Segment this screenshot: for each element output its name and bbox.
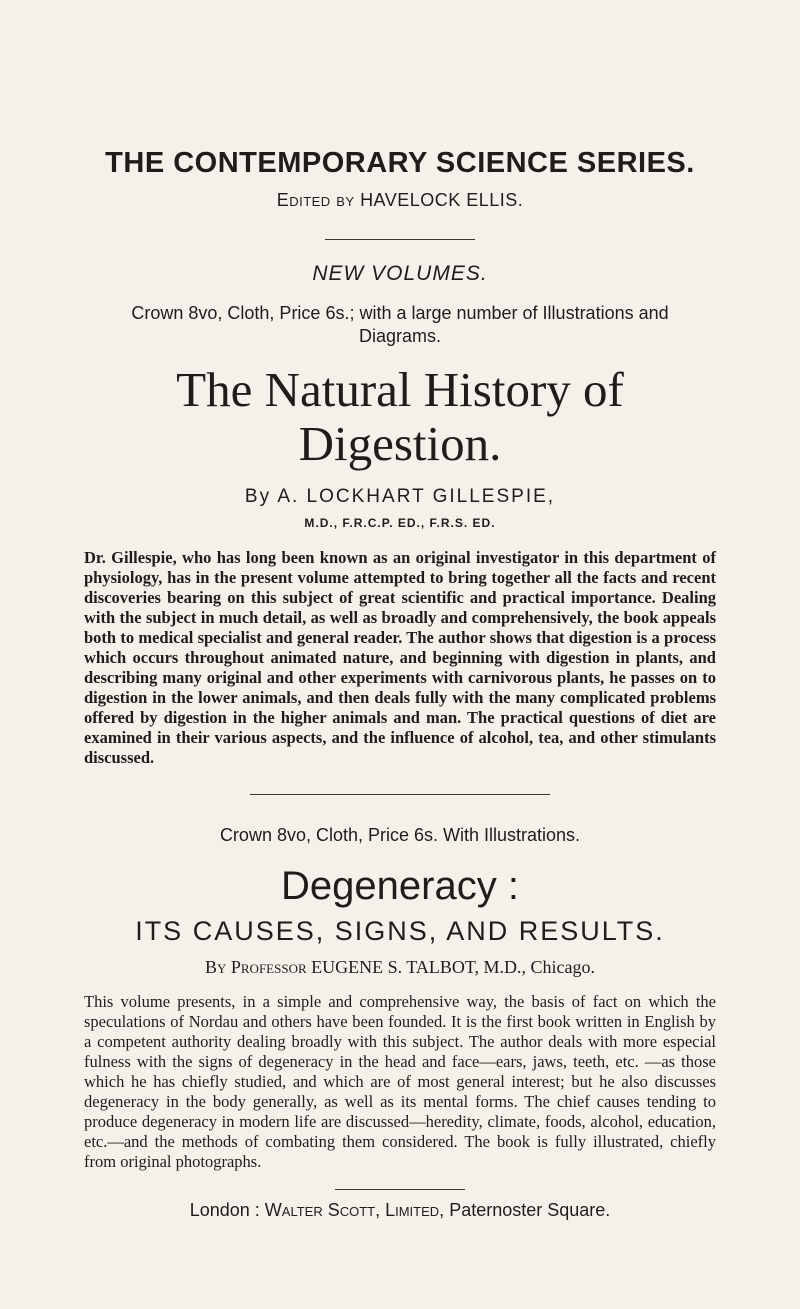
divider	[335, 1189, 465, 1190]
edited-by-prefix: Edited by	[276, 189, 355, 210]
series-editor: HAVELOCK ELLIS.	[360, 189, 524, 210]
book1-description: Dr. Gillespie, who has long been known as an original investigator in this department of physiology, has in the present volume attempted to bring together all the facts and recent discoveries bearing on this subject of great scientific and practical importance. Dealing with the subject in much detail, as well as broadly and comprehensively, the book appeals both to medical specialist and general reader. The author shows that digestion is a process which occurs throughout animated nature, and beginning with digestion in plants, and describing many original and other experiments with carnivorous plants, he passes on to digestion in the lower animals, and then deals fully with the many complicated problems offered by digestion in the higher animals and man. The practical questions of diet are examined in their various aspects, and the influence of alcohol, tea, and other stimulants discussed.	[84, 548, 716, 768]
book1-author: By A. LOCKHART GILLESPIE,	[244, 486, 556, 508]
book2-subtitle: ITS CAUSES, SIGNS, AND RESULTS.	[135, 916, 665, 947]
book2-title: Degeneracy :	[281, 864, 519, 909]
new-volumes-heading: NEW VOLUMES.	[312, 261, 488, 285]
book2-author: EUGENE S. TALBOT, M.D., Chicago.	[311, 957, 596, 978]
imprint-publisher: Walter Scott, Limited,	[264, 1199, 445, 1220]
imprint-city: London :	[189, 1199, 260, 1220]
series-editor-line	[84, 190, 716, 211]
book2-format: Crown 8vo, Cloth, Price 6s. With Illustrations.	[219, 825, 581, 846]
series-title: THE CONTEMPORARY SCIENCE SERIES.	[105, 147, 695, 179]
divider	[325, 239, 475, 240]
book2-author-line	[84, 957, 716, 978]
book1-format: Crown 8vo, Cloth, Price 6s.; with a large number of Illustrations and Diagrams.	[131, 302, 669, 347]
divider	[250, 794, 550, 795]
book1-title: The Natural History of Digestion.	[176, 361, 624, 471]
book2-author-prefix: By Professor	[204, 957, 307, 978]
book2-description: This volume presents, in a simple and comprehensive way, the basis of fact on which the speculations of Nordau and others have been founded. It is the first book written in English by a competent authority dealing broadly with this subject. The author deals with more especial fulness with the signs of degeneracy in the head and face—ears, jaws, teeth, etc. —as those which he has chiefly studied, and which are of most general interest; but he also discusses degeneracy in the body generally, as well as its mental forms. The chief causes tending to produce degeneracy in modern life are discussed—heredity, climate, foods, alcohol, education, etc.—and the methods of combating them considered. The book is fully illustrated, chiefly from original photographs.	[84, 992, 716, 1172]
publisher-imprint	[84, 1200, 716, 1221]
book1-credentials: M.D., F.R.C.P. ED., F.R.S. ED.	[304, 516, 496, 531]
imprint-street: Paternoster Square.	[449, 1199, 611, 1220]
